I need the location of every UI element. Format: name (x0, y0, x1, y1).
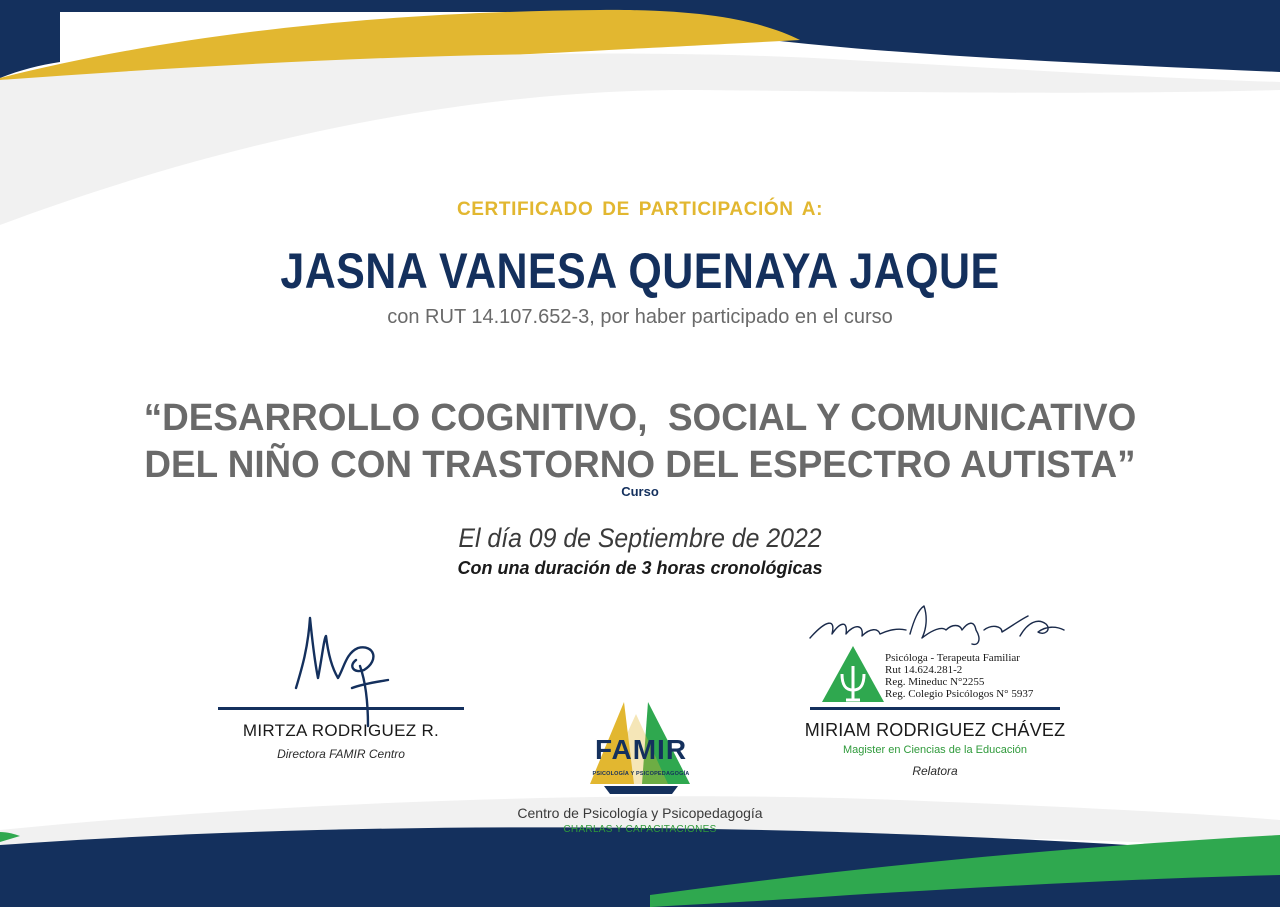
centro-block (480, 805, 800, 835)
duration-line: Con una duración de 3 horas cronológicas (457, 558, 823, 578)
course-title-line-2: DEL NIÑO CON TRASTORNO DEL ESPECTRO AUTISTA” (144, 444, 1136, 486)
psychology-stamp-logo (822, 646, 884, 702)
signatory-right (800, 720, 1070, 778)
signatory-right-degree: Magister en Ciencias de la Educación (842, 744, 1028, 756)
signatory-left-name: MIRTZA RODRIGUEZ R. (242, 721, 440, 740)
signatory-right-role: Relatora (912, 764, 958, 778)
famir-tagline: PSICOLOGÍA Y PSICOPEDAGOGÍA (592, 771, 690, 777)
certificate-heading: CERTIFICADO DE PARTICIPACIÓN A: (456, 199, 824, 220)
stamp-line-1: Psicóloga - Terapeuta Familiar (885, 652, 1020, 664)
rut-line: con RUT 14.107.652-3, por haber participado en el curso (387, 306, 893, 328)
date-line: El día 09 de Septiembre de 2022 (458, 523, 822, 553)
signature-right (806, 600, 1068, 648)
course-title-line-1: “DESARROLLO COGNITIVO, SOCIAL Y COMUNICATIVO (143, 397, 1137, 439)
stamp-line-3: Reg. Mineduc N°2255 (885, 676, 985, 688)
charlas-text: CHARLAS Y CAPACITACIONES (563, 824, 717, 835)
stamp-line-2: Rut 14.624.281-2 (885, 664, 963, 676)
course-subtitle: Curso (621, 484, 659, 499)
signature-left-line (218, 707, 464, 710)
signature-right-line (810, 707, 1060, 710)
signatory-left (218, 721, 464, 761)
signature-left (288, 608, 398, 728)
signatory-left-role: Directora FAMIR Centro (277, 747, 405, 761)
famir-wordmark: FAMIR (594, 734, 688, 765)
stamp-text-block (885, 652, 1085, 700)
stamp-line-4: Reg. Colegio Psicólogos N° 5937 (885, 688, 1034, 700)
signatory-right-name: MIRIAM RODRIGUEZ CHÁVEZ (804, 720, 1066, 740)
course-title (19, 395, 1261, 489)
centro-text: Centro de Psicología y Psicopedagogía (517, 805, 763, 821)
recipient-name: JASNA VANESA QUENAYA JAQUE (280, 243, 1000, 299)
